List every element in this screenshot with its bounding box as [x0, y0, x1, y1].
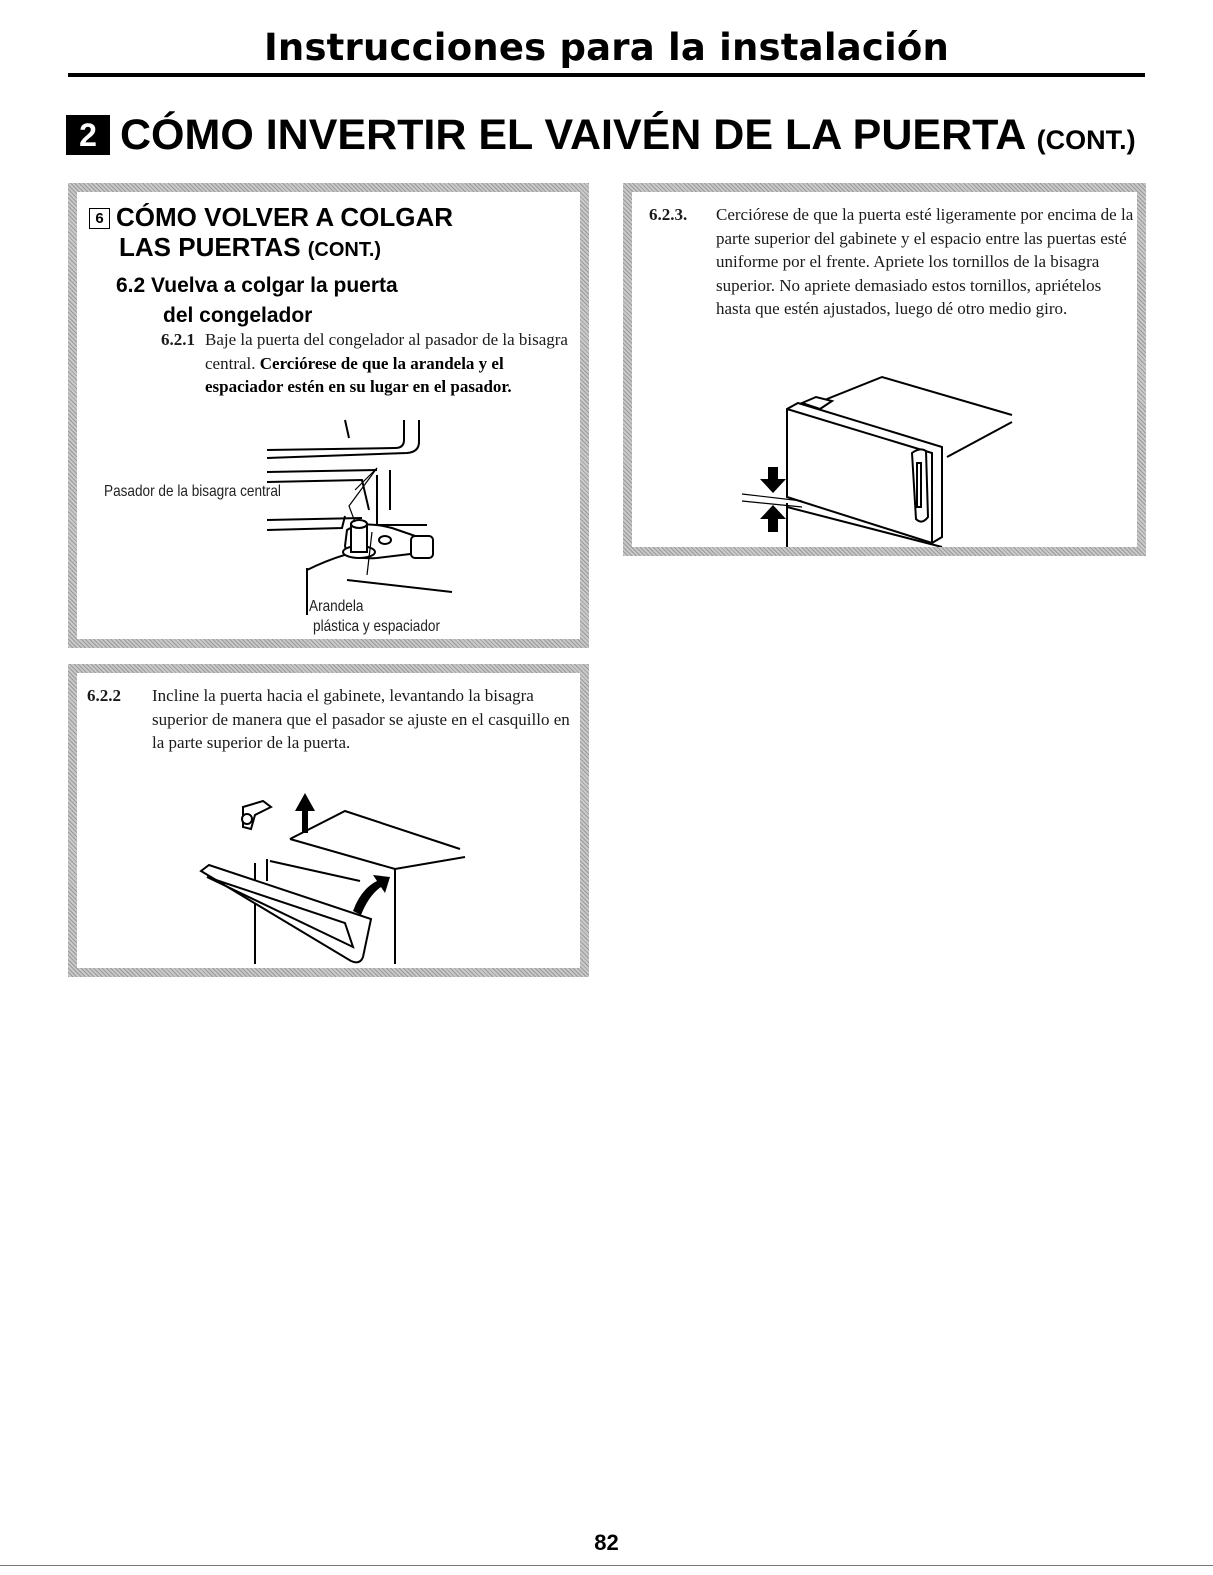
- section-cont-suffix: (CONT.): [1036, 125, 1136, 155]
- label-hinge-pin: Pasador de la bisagra central: [104, 483, 281, 500]
- label-washer-line1: Arandela: [309, 598, 364, 615]
- step-body: Cerciórese de que la puerta esté ligeramente por encima de la parte superior del gabinete y el espacio entre las puertas esté uniforme por el frente. Apriete los tornillos de la bisagra superior. No apriete demasiado estos tornillos, apriételos hasta que estén ajustados, luego dé otro medio giro.: [716, 205, 1134, 318]
- page-number: 82: [594, 1530, 619, 1555]
- subsection-heading: [89, 202, 453, 265]
- step-6-2-1: [161, 328, 580, 399]
- subsection-title-line1: CÓMO VOLVER A COLGAR: [116, 202, 454, 232]
- step-group-heading-line1: 6.2 Vuelva a colgar la puerta: [116, 274, 398, 297]
- step-plain-text: Baje la puerta del congelador al pasador de la bisagra central.: [205, 330, 568, 373]
- section-number-badge: 2: [66, 115, 110, 155]
- step-number: 6.2.1: [161, 330, 195, 349]
- panel-step-6-2-3: [623, 183, 1146, 556]
- label-washer-line2: plástica y espaciador: [313, 618, 441, 635]
- panel-step-6-2-2: [68, 664, 589, 977]
- hinge-pin-illustration: [227, 420, 527, 630]
- section-heading: [66, 112, 1166, 163]
- subsection-title-line2: LAS PUERTAS: [119, 232, 301, 262]
- step-group-heading-line2: del congelador: [163, 304, 313, 327]
- step-6-2-2: [87, 684, 577, 755]
- door-alignment-illustration: [732, 367, 1062, 547]
- page-header-title: Instrucciones para la instalación: [263, 26, 950, 69]
- step-bold-text: Cerciórese de que la arandela y el espaciador estén en su lugar en el pasador.: [205, 353, 512, 396]
- section-title: CÓMO INVERTIR EL VAIVÉN DE LA PUERTA: [120, 111, 1025, 159]
- panel-content: [632, 192, 1137, 547]
- step-group-heading: [116, 271, 398, 331]
- footer-rule: [0, 1565, 1213, 1566]
- panel-content: [77, 673, 580, 968]
- step-body: Incline la puerta hacia el gabinete, levantando la bisagra superior de manera que el pasador se ajuste en el casquillo en la parte superior de la puerta.: [152, 686, 570, 752]
- step-number: 6.2.3.: [649, 205, 688, 224]
- door-tilt-illustration: [195, 789, 495, 968]
- step-6-2-3: [649, 203, 1137, 321]
- subsection-cont-suffix: (CONT.): [307, 239, 382, 261]
- subsection-number-badge: 6: [89, 208, 110, 229]
- panel-content: [77, 192, 580, 639]
- panel-step-6-2-1: [68, 183, 589, 648]
- header-rule: [68, 73, 1145, 77]
- step-number: 6.2.2: [87, 686, 121, 705]
- step-body: [161, 328, 580, 399]
